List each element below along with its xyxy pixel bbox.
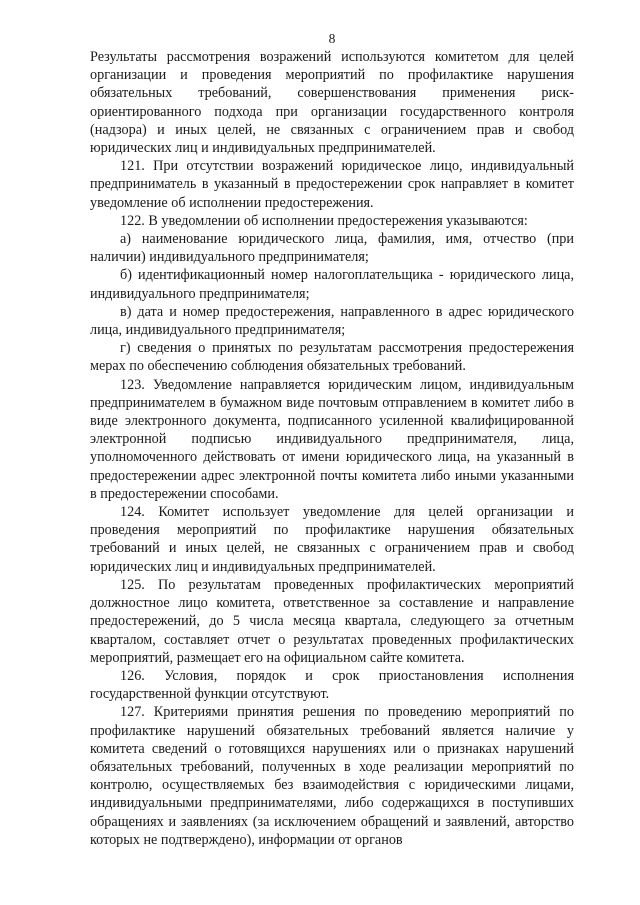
document-body [90, 48, 574, 849]
paragraph-5: в) дата и номер предостережения, направленного в адрес юридического лица, индивидуального предпринимателя; [90, 303, 574, 339]
document-page [90, 30, 574, 849]
paragraph-8: 124. Комитет использует уведомление для целей организации и проведения мероприятий по профилактике нарушения обязательных требований и иных целей, не связанных с ограничением прав и свобод юридических лиц и индивидуальных предпринимателей. [90, 504, 574, 575]
paragraph-0: Результаты рассмотрения возражений используются комитетом для целей организации и проведения мероприятий по профилактике нарушения обязательных требований, совершенствования применения риск-ориентированного подхода при организации государственного контроля (надзора) и иных целей, не связанных с ограничением прав и свобод юридических лиц и индивидуальных предпринимателей. [90, 49, 574, 157]
paragraph-2: 122. В уведомлении об исполнении предостережения указываются: [120, 212, 528, 229]
paragraph-7: 123. Уведомление направляется юридическим лицом, индивидуальным предпринимателем в бумажном виде почтовым отправлением в комитет либо в виде электронного документа, подписанного усиленной квалифицированной электронной подписью индивидуального предпринимателя, лица, уполномоченного действовать от имени юридического лица, на указанный в предостережении адрес электронной почты комитета либо иными указанными в предостережении способами. [90, 376, 574, 502]
paragraph-11: 127. Критериями принятия решения по проведению мероприятий по профилактике нарушений обязательных требований является наличие у комитета сведений о готовящихся нарушениях или о признаках нарушений обязательных требований, полученных в ходе реализации мероприятий по контролю, осуществляемых без взаимодействия с юридическими лицами, индивидуальными предпринимателями, либо содержащихся в поступивших обращениях и заявлениях (за исключением обращений и заявлений, авторство которых не подтверждено), информации от органов [90, 704, 574, 848]
paragraph-9: 125. По результатам проведенных профилактических мероприятий должностное лицо комитета, ответственное за составление и направление предостережений, до 5 числа месяца квартала, следующего за отчетным кварталом, составляет отчет о результатах проведенных профилактических мероприятий, размещает его на официальном сайте комитета. [90, 576, 574, 666]
paragraph-3: а) наименование юридического лица, фамилия, имя, отчество (при наличии) индивидуального предпринимателя; [90, 231, 574, 266]
paragraph-10: 126. Условия, порядок и срок приостановления исполнения государственной функции отсутствуют. [90, 667, 574, 703]
paragraph-4: б) идентификационный номер налогоплательщика - юридического лица, индивидуального предпринимателя; [90, 267, 574, 302]
paragraph-1: 121. При отсутствии возражений юридическое лицо, индивидуальный предприниматель в указанный в предостережении срок направляет в комитет уведомление об исполнении предостережения. [90, 158, 574, 211]
page-number: 8 [328, 31, 336, 46]
paragraph-6: г) сведения о принятых по результатам рассмотрения предостережения мерах по обеспечению соблюдения обязательных требований. [90, 340, 574, 375]
